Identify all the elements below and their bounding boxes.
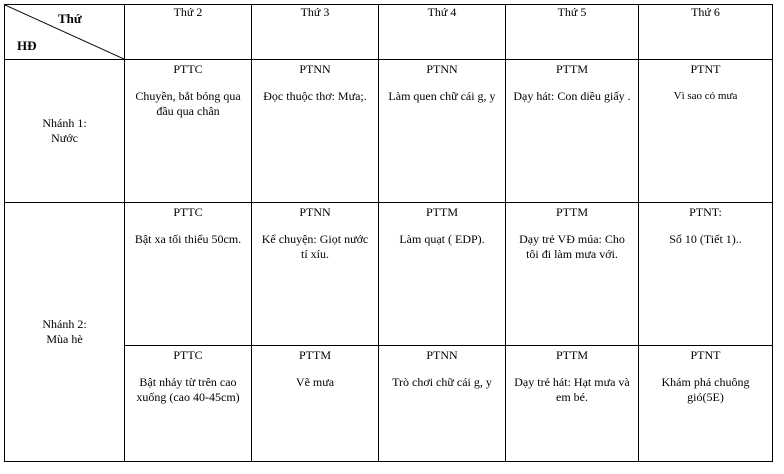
activity-text: Số 10 (Tiết 1).. <box>669 232 742 246</box>
activity-text: Khám phá chuông gió(5E) <box>661 375 750 404</box>
day-header-tue: Thứ 3 <box>252 5 379 60</box>
dev-area: PTTM <box>555 205 588 219</box>
schedule-cell <box>125 346 252 462</box>
dev-area: PTNN <box>299 205 331 219</box>
schedule-cell <box>639 60 773 203</box>
activity-text: Làm quen chữ cái g, y <box>388 89 496 103</box>
schedule-cell <box>252 203 379 346</box>
dev-area: PTTC <box>173 205 203 219</box>
dev-area: PTTM <box>555 348 588 362</box>
activity-text: Kể chuyện: Giọt nước tí xíu. <box>261 232 369 261</box>
branch-label-2 <box>5 203 125 462</box>
dev-area: PTTM <box>555 62 588 76</box>
branch-title: Nhánh 2: <box>42 317 87 331</box>
schedule-cell <box>252 60 379 203</box>
schedule-cell <box>252 346 379 462</box>
dev-area: PTNN <box>426 348 458 362</box>
branch-topic: Nước <box>51 131 78 145</box>
day-header-fri: Thứ 6 <box>639 5 773 60</box>
schedule-cell <box>506 203 639 346</box>
branch-label-1 <box>5 60 125 203</box>
activity-text: Chuyền, bắt bóng qua đầu qua chân <box>135 89 241 118</box>
corner-activity-label: HĐ <box>17 38 37 53</box>
header-row <box>5 5 773 60</box>
schedule-cell <box>125 203 252 346</box>
schedule-cell <box>506 60 639 203</box>
corner-day-label: Thứ <box>58 11 82 26</box>
day-header-mon: Thứ 2 <box>125 5 252 60</box>
branch-title: Nhánh 1: <box>42 116 87 130</box>
schedule-cell <box>639 203 773 346</box>
schedule-cell <box>379 60 506 203</box>
table-row <box>5 203 773 346</box>
dev-area: PTNN <box>426 62 458 76</box>
weekly-schedule-table <box>4 4 773 462</box>
table-row <box>5 60 773 203</box>
day-header-thu: Thứ 5 <box>506 5 639 60</box>
activity-text: Dạy trẻ hát: Hạt mưa và em bé. <box>514 375 630 404</box>
activity-text: Đọc thuộc thơ: Mưa;. <box>263 89 367 103</box>
schedule-cell <box>125 60 252 203</box>
activity-text: Dạy hát: Con diều giấy . <box>513 89 631 103</box>
schedule-cell <box>506 346 639 462</box>
day-header-wed: Thứ 4 <box>379 5 506 60</box>
dev-area: PTNT <box>690 348 721 362</box>
schedule-cell <box>639 346 773 462</box>
schedule-cell <box>379 203 506 346</box>
activity-text: Làm quạt ( EDP). <box>399 232 485 246</box>
dev-area: PTNN <box>299 62 331 76</box>
activity-text: Dạy trẻ VĐ múa: Cho tôi đi làm mưa với. <box>519 232 625 261</box>
dev-area: PTNT <box>690 62 721 76</box>
activity-text: Trò chơi chữ cái g, y <box>392 375 492 389</box>
activity-text: Bật nhảy từ trên cao xuống (cao 40-45cm) <box>136 375 240 404</box>
activity-text: Vì sao có mưa <box>673 90 738 102</box>
dev-area: PTTM <box>425 205 458 219</box>
corner-header-cell <box>5 5 125 60</box>
activity-text: Bật xa tối thiểu 50cm. <box>134 232 242 246</box>
dev-area: PTTM <box>298 348 331 362</box>
activity-text: Vẽ mưa <box>295 375 335 389</box>
dev-area: PTNT: <box>689 205 722 219</box>
dev-area: PTTC <box>173 62 203 76</box>
schedule-cell <box>379 346 506 462</box>
dev-area: PTTC <box>173 348 203 362</box>
branch-topic: Mùa hè <box>46 332 83 346</box>
